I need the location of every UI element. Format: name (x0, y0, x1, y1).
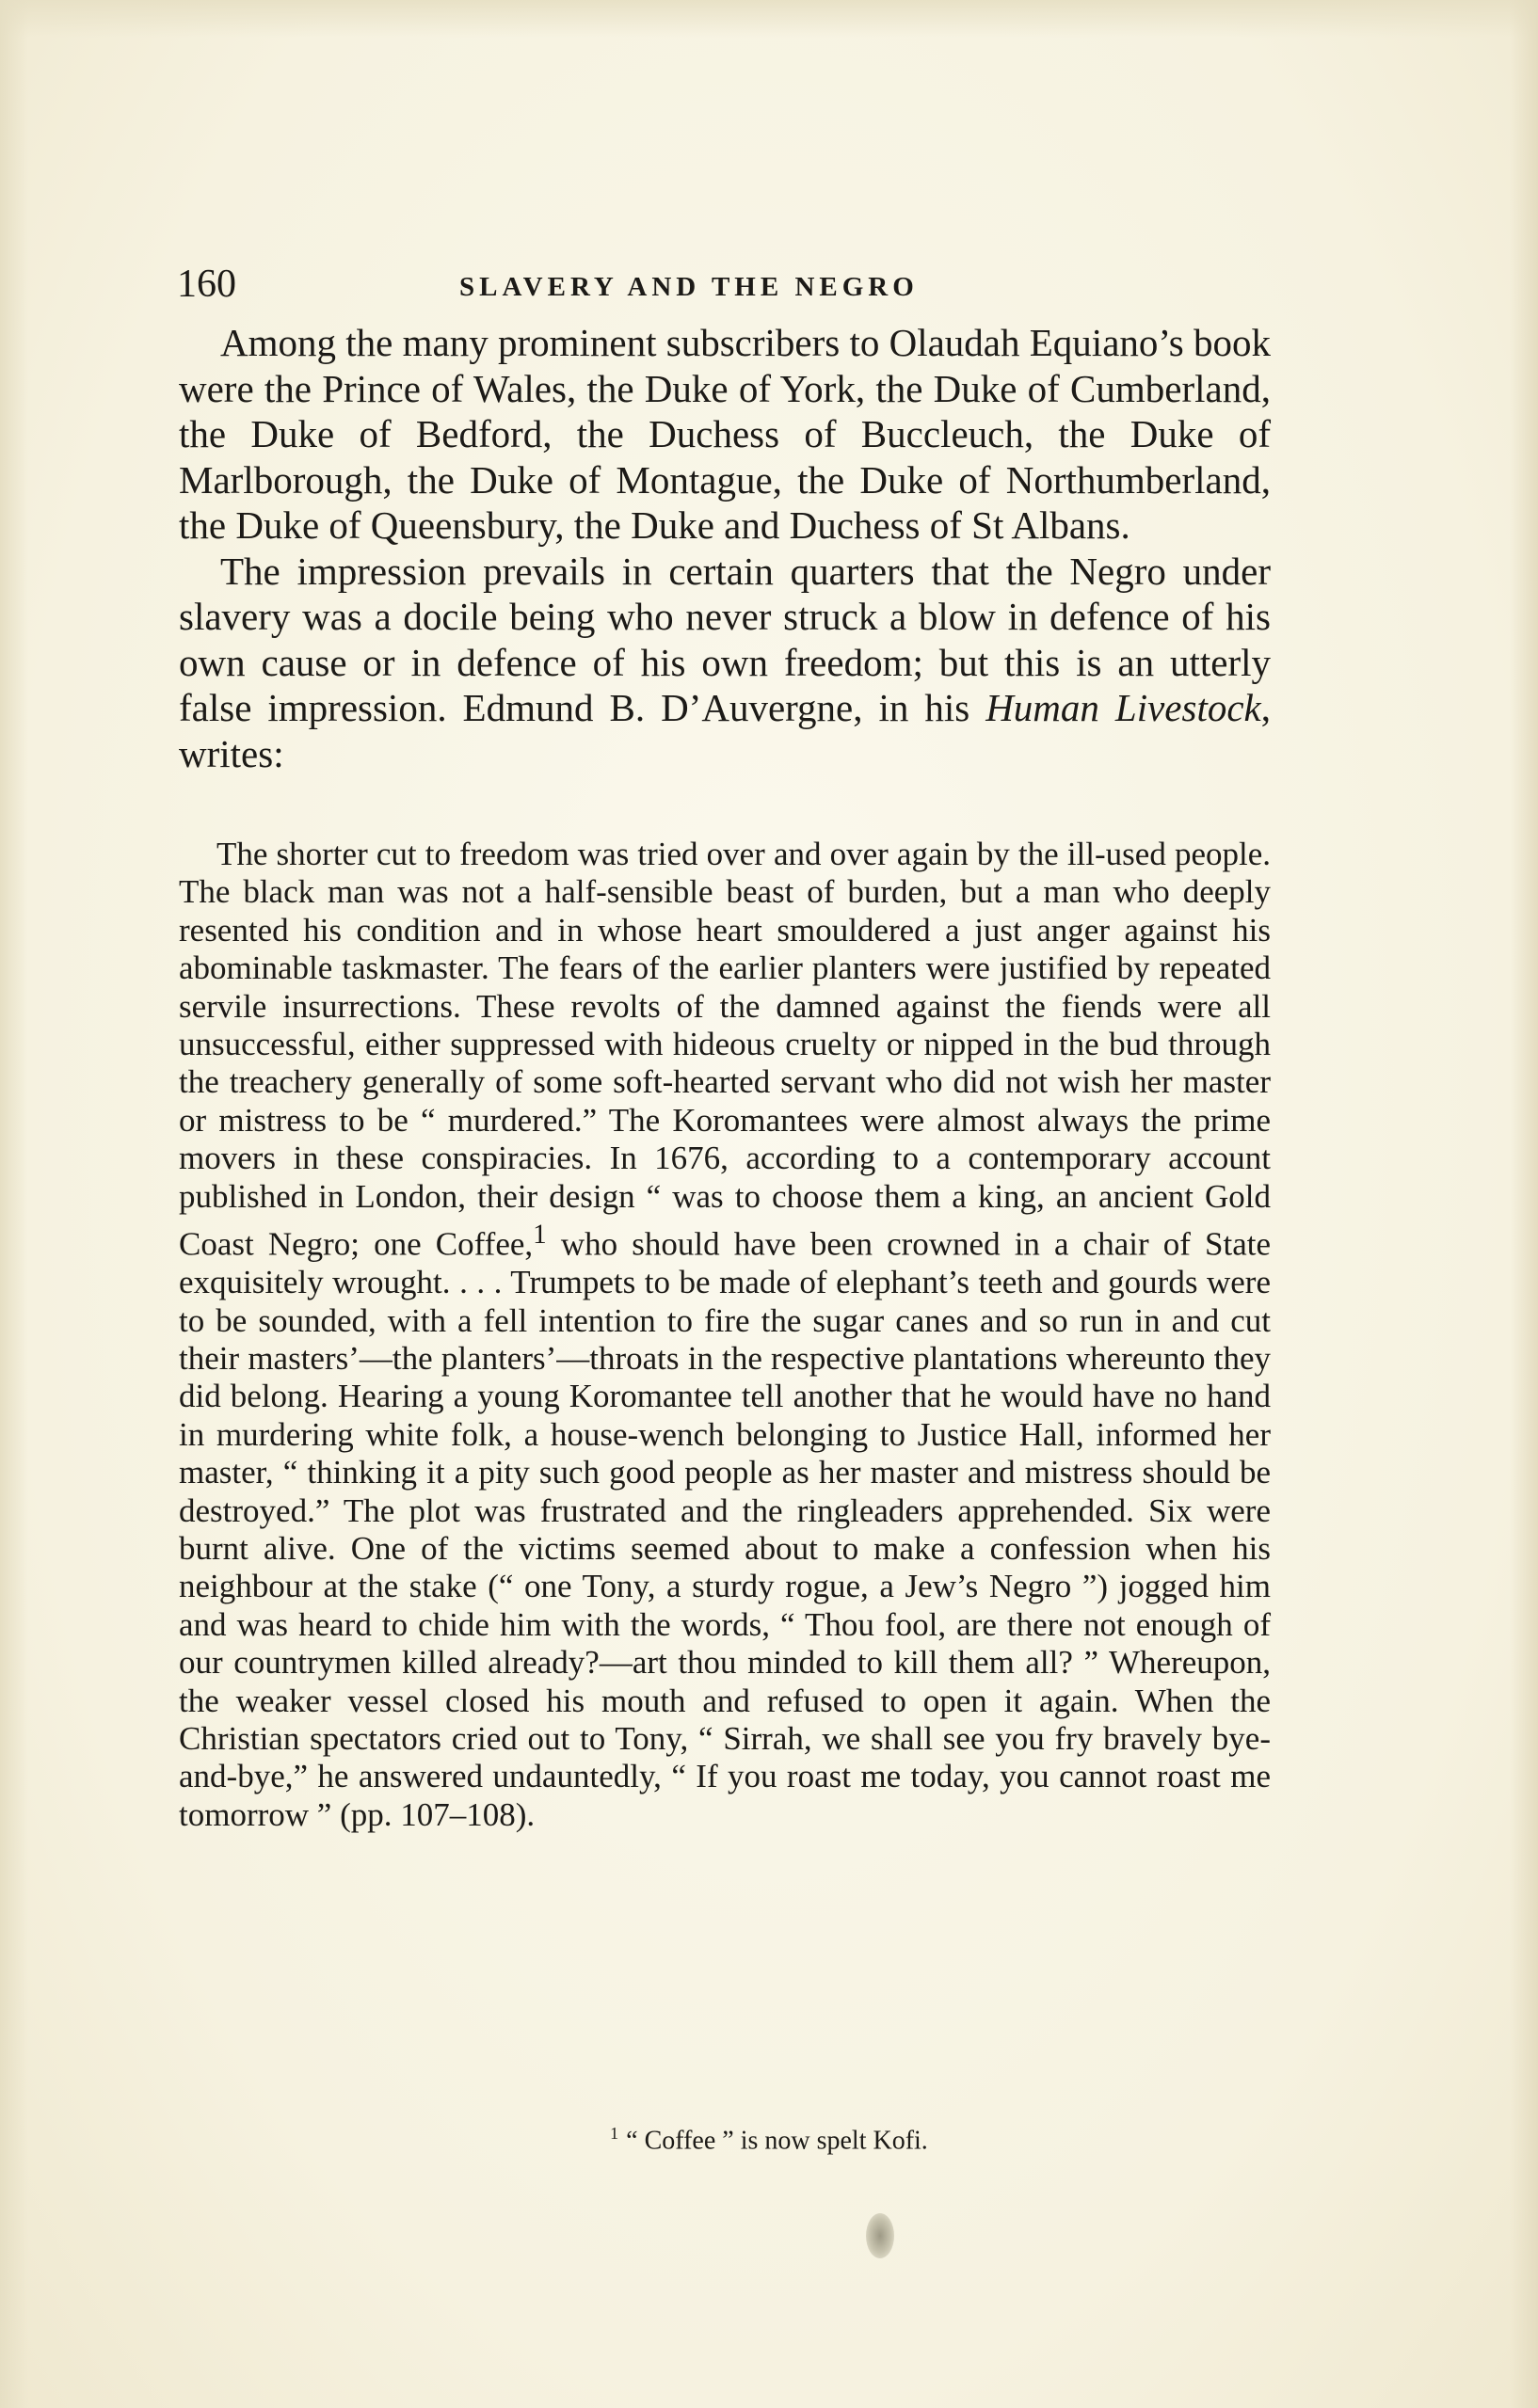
quote-text-part-1: The shorter cut to freedom was tried over and over again by the ill-used people. The black man was not a half-sensible beast of burden, but a man who deeply resented his condition and in whose heart smouldered a just anger against his abominable taskmaster. The fears of the earlier planters were justified by repeated servile insurrections. These revolts of the damned against the fiends were all unsuccessful, either suppressed with hideous cruelty or nipped in the bud through the treachery generally of some soft-hearted servant who did not wish her master or mistress to be “ murdered.” The Koromantees were almost always the prime movers in these conspiracies. In 1676, according to a contemporary account published in London, their design “ was to choose them a king, an ancient Gold Coast Negro; one Coffee, (179, 836, 1271, 1263)
footnote-reference: 1 (533, 1220, 547, 1251)
paragraph-impression (179, 549, 1271, 777)
footnote-mark: 1 (610, 2124, 619, 2143)
quote-paragraph (179, 836, 1271, 1834)
running-head: SLAVERY AND THE NEGRO (459, 272, 919, 302)
footnote (0, 2114, 1538, 2160)
body-text (179, 320, 1271, 776)
paragraph-impression-text: The impression prevails in certain quarters that the Negro under slavery was a docile being who never struck a blow in defence of his own cause or in defence of his own freedom; but this is an utterly false impression. Edmund B. D’Auvergne, in his (179, 549, 1271, 729)
footnote-text: “ Coffee ” is now spelt Kofi. (626, 2126, 928, 2156)
book-title-human-livestock: Human Livestock (985, 686, 1261, 729)
page-header (177, 256, 1269, 312)
ink-smudge (866, 2213, 894, 2258)
page-edge-shadow-left (0, 0, 28, 2408)
block-quote (179, 836, 1271, 1834)
page-edge-shadow-right (1510, 0, 1538, 2408)
paragraph-subscribers: Among the many prominent subscribers to Olaudah Equiano’s book were the Prince of Wales, the Duke of York, the Duke of Cumberland, the Duke of Bedford, the Duchess of Buccleuch, the Duke of Marlborough, the Duke of Montague, the Duke of Northumberland, the Duke of Queensbury, the Duke and Duchess of St Albans. (179, 321, 1271, 547)
page-number: 160 (177, 263, 236, 306)
page-edge-shadow-top (0, 0, 1538, 38)
paragraph-impression-end: , writes: (179, 686, 1271, 775)
quote-text-part-2: who should have been crowned in a chair of State exquisitely wrought. . . . Trumpets to be made of elephant’s teeth and gourds were to be sounded, with a fell intention to fire the sugar canes and so run in and cut their masters’—the planters’—throats in the respective plantations whereunto they did belong. Hearing a young Koromantee tell another that he would have no hand in murdering white folk, a house-wench belonging to Justice Hall, informed her master, “ thinking it a pity such good people as her master and mistress should be destroyed.” The plot was frustrated and the ringleaders apprehended. Six were burnt alive. One of the victims seemed about to make a confession when his neighbour at the stake (“ one Tony, a sturdy rogue, a Jew’s Negro ”) jogged him and was heard to chide him with the words, “ Thou fool, are there not enough of our countrymen killed already?—art thou minded to kill them all? ” Whereupon, the weaker vessel closed his mouth and refused to open it again. When the Christian spectators cried out to Tony, “ Sirrah, we shall see you fry bravely bye-and-bye,” he answered undauntedly, “ If you roast me today, you cannot roast me tomorrow ” (pp. 107–108). (179, 1225, 1272, 1833)
